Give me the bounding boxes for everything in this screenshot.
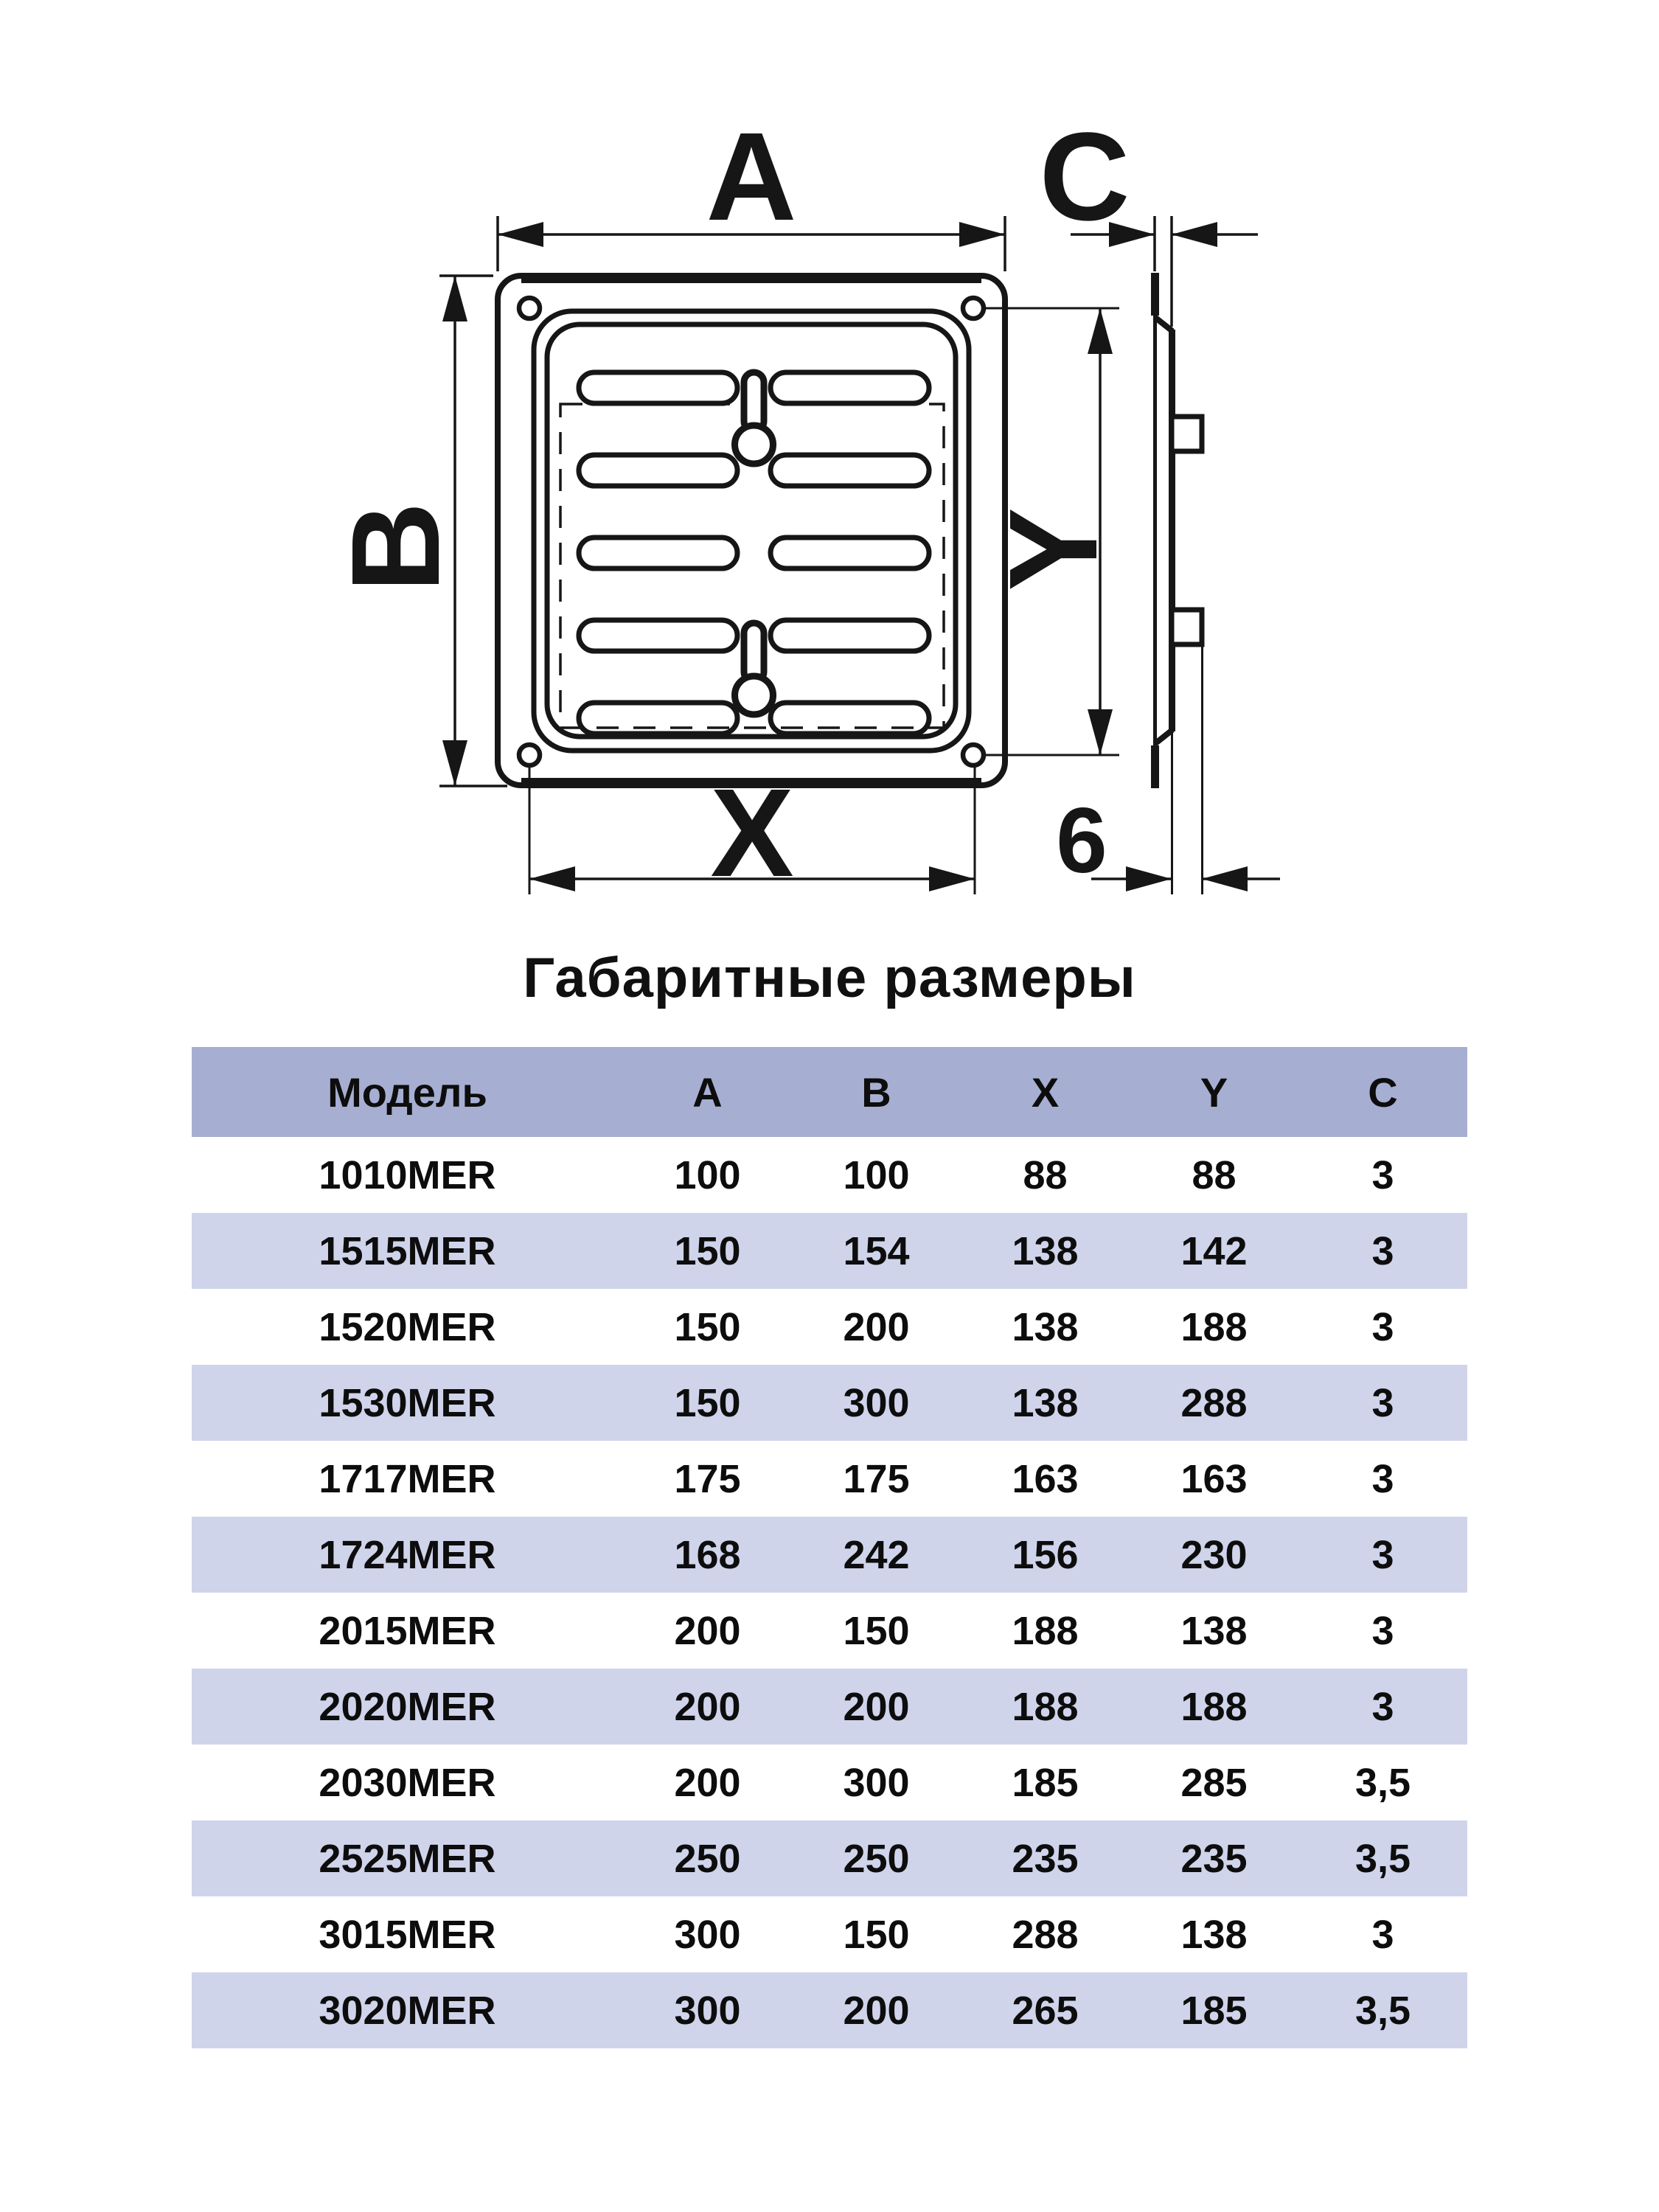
value-cell: 138: [1012, 1380, 1079, 1425]
value-cell: 3: [1371, 1456, 1394, 1501]
value-cell: 150: [674, 1380, 741, 1425]
value-cell: 200: [674, 1684, 741, 1729]
dim-label-c: C: [1039, 107, 1130, 247]
value-cell: 200: [843, 1684, 910, 1729]
drawing-title: Габаритные размеры: [523, 947, 1136, 1009]
value-cell: 235: [1180, 1836, 1248, 1881]
table-row: [192, 1137, 1467, 1213]
value-cell: 188: [1180, 1304, 1248, 1349]
mounting-tab: [1172, 610, 1202, 644]
value-cell: 88: [1023, 1152, 1068, 1197]
table-header-row: [192, 1047, 1467, 1137]
value-cell: 175: [674, 1456, 741, 1501]
model-cell: 1010MER: [319, 1152, 496, 1197]
dim-label-a: A: [706, 107, 797, 247]
value-cell: 235: [1012, 1836, 1079, 1881]
model-cell: 1717MER: [319, 1456, 496, 1501]
dim-label-x: X: [710, 763, 794, 903]
dimensional-drawing: [0, 0, 1659, 1054]
value-cell: 100: [843, 1152, 910, 1197]
table-row: [192, 1517, 1467, 1593]
value-cell: 138: [1180, 1608, 1248, 1653]
value-cell: 188: [1180, 1684, 1248, 1729]
value-cell: 250: [674, 1836, 741, 1881]
table-row: [192, 1593, 1467, 1669]
value-cell: 3,5: [1354, 1988, 1411, 2033]
table-row: [192, 1365, 1467, 1441]
value-cell: 300: [674, 1988, 741, 2033]
model-cell: 2030MER: [319, 1760, 496, 1805]
value-cell: 3: [1371, 1304, 1394, 1349]
value-cell: 3: [1371, 1152, 1394, 1197]
column-header-a: A: [692, 1068, 723, 1116]
table-row: [192, 1820, 1467, 1896]
table-row: [192, 1896, 1467, 1972]
value-cell: 3: [1371, 1608, 1394, 1653]
model-cell: 1724MER: [319, 1532, 496, 1577]
value-cell: 3: [1371, 1532, 1394, 1577]
value-cell: 300: [843, 1760, 910, 1805]
dim-label-y: Y: [984, 507, 1124, 591]
table-row: [192, 1972, 1467, 2048]
model-cell: 2020MER: [319, 1684, 496, 1729]
value-cell: 200: [674, 1608, 741, 1653]
value-cell: 3: [1371, 1912, 1394, 1957]
value-cell: 163: [1012, 1456, 1079, 1501]
value-cell: 3,5: [1354, 1760, 1411, 1805]
model-cell: 1530MER: [319, 1380, 496, 1425]
value-cell: 138: [1180, 1912, 1248, 1957]
value-cell: 200: [674, 1760, 741, 1805]
side-top-bend: [1155, 317, 1172, 331]
value-cell: 188: [1012, 1608, 1079, 1653]
dim-label-b: B: [326, 501, 466, 593]
value-cell: 3,5: [1354, 1836, 1411, 1881]
value-cell: 288: [1012, 1912, 1079, 1957]
value-cell: 188: [1012, 1684, 1079, 1729]
value-cell: 154: [843, 1228, 910, 1273]
value-cell: 175: [843, 1456, 910, 1501]
model-cell: 2015MER: [319, 1608, 496, 1653]
value-cell: 138: [1012, 1228, 1079, 1273]
value-cell: 3: [1371, 1228, 1394, 1273]
table-row: [192, 1441, 1467, 1517]
value-cell: 288: [1180, 1380, 1248, 1425]
table-row: [192, 1745, 1467, 1820]
table-row: [192, 1289, 1467, 1365]
dimension-6: [1091, 866, 1280, 891]
value-cell: 3: [1371, 1380, 1394, 1425]
dimensions-table: [192, 1047, 1467, 2048]
model-cell: 1515MER: [319, 1228, 496, 1273]
column-header-x: X: [1031, 1068, 1060, 1116]
value-cell: 150: [843, 1608, 910, 1653]
value-cell: 138: [1012, 1304, 1079, 1349]
value-cell: 242: [843, 1532, 910, 1577]
value-cell: 300: [674, 1912, 741, 1957]
value-cell: 168: [674, 1532, 741, 1577]
column-header-b: B: [861, 1068, 891, 1116]
value-cell: 142: [1180, 1228, 1248, 1273]
value-cell: 150: [843, 1912, 910, 1957]
value-cell: 250: [843, 1836, 910, 1881]
column-header-model: Модель: [327, 1068, 487, 1116]
value-cell: 150: [674, 1304, 741, 1349]
column-header-c: C: [1368, 1068, 1398, 1116]
value-cell: 150: [674, 1228, 741, 1273]
value-cell: 200: [843, 1304, 910, 1349]
value-cell: 265: [1012, 1988, 1079, 2033]
value-cell: 163: [1180, 1456, 1248, 1501]
value-cell: 100: [674, 1152, 741, 1197]
model-cell: 3020MER: [319, 1988, 496, 2033]
value-cell: 156: [1012, 1532, 1079, 1577]
side-view: [1155, 273, 1203, 894]
dim-label-6: 6: [1056, 790, 1107, 892]
front-view: [498, 276, 1005, 785]
value-cell: 88: [1192, 1152, 1237, 1197]
column-header-y: Y: [1200, 1068, 1228, 1116]
model-cell: 1520MER: [319, 1304, 496, 1349]
model-cell: 3015MER: [319, 1912, 496, 1957]
mounting-tab: [1172, 417, 1202, 451]
value-cell: 200: [843, 1988, 910, 2033]
value-cell: 3: [1371, 1684, 1394, 1729]
value-cell: 185: [1012, 1760, 1079, 1805]
model-cell: 2525MER: [319, 1836, 496, 1881]
value-cell: 285: [1180, 1760, 1248, 1805]
value-cell: 300: [843, 1380, 910, 1425]
value-cell: 185: [1180, 1988, 1248, 2033]
table-row: [192, 1213, 1467, 1289]
value-cell: 230: [1180, 1532, 1248, 1577]
side-bottom-bend: [1155, 730, 1172, 744]
table-row: [192, 1669, 1467, 1745]
